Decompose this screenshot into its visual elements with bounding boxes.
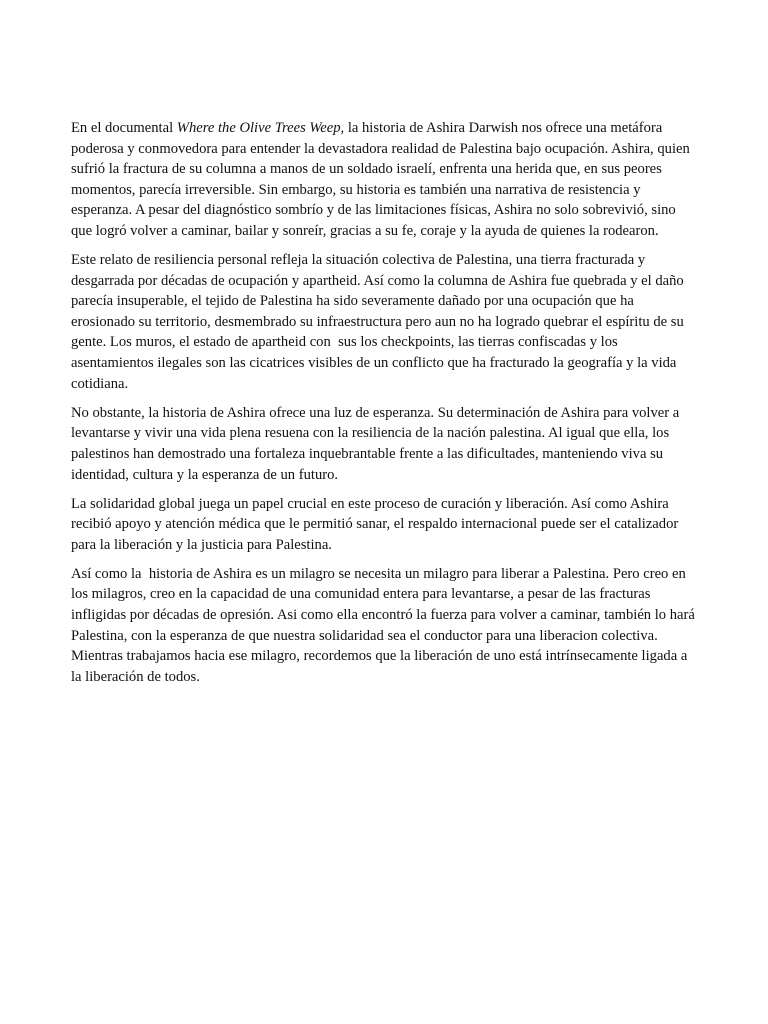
paragraph-hope: No obstante, la historia de Ashira ofrece una luz de esperanza. Su determinación de Ashira para volver a levantarse y vivir una vida plena resuena con la resiliencia de la nación palestina. Al igual que ella, los palestinos han demostrado una fortaleza inquebrantable frente a las dificultades, manteniendo viva su identidad, cultura y la esperanza de un futuro. [71, 404, 683, 483]
documentary-title: Where the Olive Trees Weep [176, 120, 341, 136]
intro-text-end: , la historia de Ashira Darwish nos ofrece una metáfora poderosa y conmovedora para entender la devastadora realidad de Palestina bajo ocupación. Ashira, quien sufrió la fractura de su columna a manos de un soldado israelí, enfrenta una herida que, en sus peores momentos, parecía irreversible. Sin embargo, su historia es también una narrativa de resistencia y esperanza. A pesar del diagnóstico sombrío y de las limitaciones físicas, Ashira no solo sobrevivió, sino que logró volver a caminar, bailar y sonreír, gracias a su fe, coraje y la ayuda de quienes la rodearon. [71, 120, 694, 239]
paragraph-resilience: Este relato de resiliencia personal refleja la situación colectiva de Palestina, una tierra fracturada y desgarrada por décadas de ocupación y apartheid. Así como la columna de Ashira fue quebrada y el daño parecía insuperable, el tejido de Palestina ha sido severamente dañado por una ocupación que ha erosionado su territorio, desmembrado su infraestructura pero aun no ha logrado quebrar el espíritu de su gente. Los muros, el estado de apartheid con sus los checkpoints, las tierras confiscadas y los asentamientos ilegales son las cicatrices visibles de un conflicto que ha fracturado la geografía y la vida cotidiana. [71, 252, 688, 392]
paragraph-conclusion: Así como la historia de Ashira es un milagro se necesita un milagro para liberar a Palestina. Pero creo en los milagros, creo en la capacidad de una comunidad entera para levantarse, a pesar de las fracturas infligidas por décadas de opresión. Asi como ella encontró la fuerza para volver a caminar, también lo hará Palestina, con la esperanza de que nuestra solidaridad sea el conductor para una liberacion colectiva. Mientras trabajamos hacia ese milagro, recordemos que la liberación de uno está intrínsecamente ligada a la liberación de todos. [71, 565, 699, 685]
document-page [71, 118, 699, 696]
intro-text-start: En el documental [71, 120, 177, 136]
paragraph-intro [71, 118, 699, 242]
paragraph-solidarity: La solidaridad global juega un papel crucial en este proceso de curación y liberación. Así como Ashira recibió apoyo y atención médica que le permitió sanar, el respaldo internacional puede ser el catalizador para la liberación y la justicia para Palestina. [71, 495, 682, 553]
